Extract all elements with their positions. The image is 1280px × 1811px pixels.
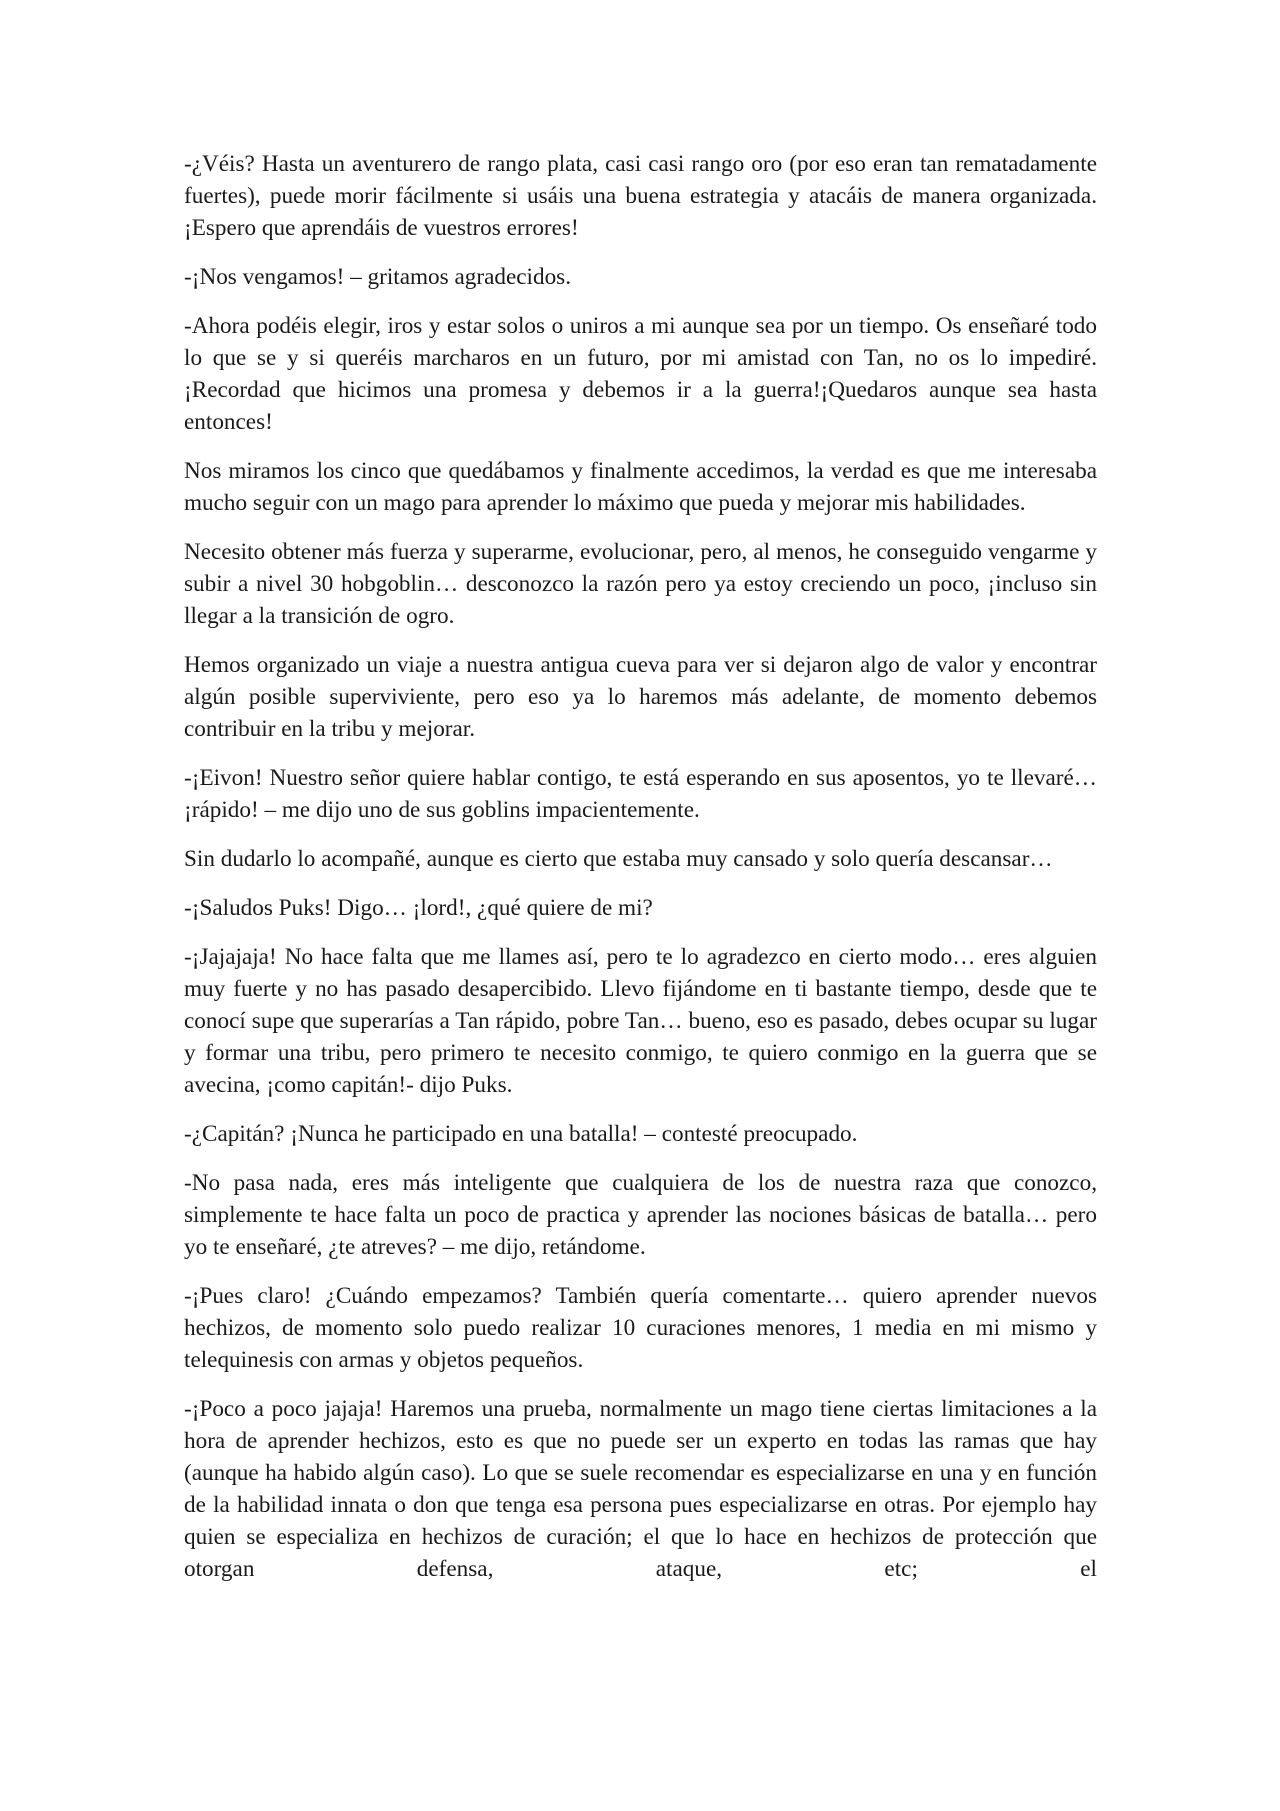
- document-page: [184, 148, 1097, 1585]
- paragraph: -¡Pues claro! ¿Cuándo empezamos? También quería comentarte… quiero aprender nuevos hechizos, de momento solo puedo realizar 10 curaciones menores, 1 media en mi mismo y telequinesis con armas y objetos pequeños.: [184, 1283, 1097, 1373]
- paragraph: -¿Véis? Hasta un aventurero de rango plata, casi casi rango oro (por eso eran tan rematadamente fuertes), puede morir fácilmente si usáis una buena estrategia y atacáis de manera organizada. ¡Espero que aprendáis de vuestros errores!: [184, 151, 1097, 241]
- paragraph: -¡Nos vengamos! – gritamos agradecidos.: [184, 264, 571, 290]
- paragraph: Hemos organizado un viaje a nuestra antigua cueva para ver si dejaron algo de valor y encontrar algún posible superviviente, pero eso ya lo haremos más adelante, de momento debemos contribuir en la tribu y mejorar.: [184, 652, 1097, 742]
- paragraph: -Ahora podéis elegir, iros y estar solos o uniros a mi aunque sea por un tiempo. Os enseñaré todo lo que se y si queréis marcharos en un futuro, por mi amistad con Tan, no os lo impediré. ¡Recordad que hicimos una promesa y debemos ir a la guerra!¡Quedaros aunque sea hasta entonces!: [184, 313, 1097, 435]
- paragraph: Nos miramos los cinco que quedábamos y finalmente accedimos, la verdad es que me interesaba mucho seguir con un mago para aprender lo máximo que pueda y mejorar mis habilidades.: [184, 458, 1097, 516]
- paragraph: -¡Eivon! Nuestro señor quiere hablar contigo, te está esperando en sus aposentos, yo te llevaré… ¡rápido! – me dijo uno de sus goblins impacientemente.: [184, 765, 1097, 823]
- paragraph: -¡Saludos Puks! Digo… ¡lord!, ¿qué quiere de mi?: [184, 895, 653, 921]
- paragraph: -No pasa nada, eres más inteligente que cualquiera de los de nuestra raza que conozco, simplemente te hace falta un poco de practica y aprender las nociones básicas de batalla… pero yo te enseñaré, ¿te atreves? – me dijo, retándome.: [184, 1170, 1097, 1260]
- paragraph: Necesito obtener más fuerza y superarme, evolucionar, pero, al menos, he conseguido vengarme y subir a nivel 30 hobgoblin… desconozco la razón pero ya estoy creciendo un poco, ¡incluso sin llegar a la transición de ogro.: [184, 539, 1097, 629]
- paragraph-continued: -¡Poco a poco jajaja! Haremos una prueba, normalmente un mago tiene ciertas limitaciones a la hora de aprender hechizos, esto es que no puede ser un experto en todas las ramas que hay (aunque ha habido algún caso). Lo que se suele recomendar es especializarse en una y en función de la habilidad innata o don que tenga esa persona pues especializarse en otras. Por ejemplo hay quien se especializa en hechizos de curación; el que lo hace en hechizos de protección que otorgan defensa, ataque, etc; el: [184, 1396, 1097, 1582]
- paragraph: Sin dudarlo lo acompañé, aunque es cierto que estaba muy cansado y solo quería descansar…: [184, 846, 1053, 872]
- paragraph: -¡Jajajaja! No hace falta que me llames así, pero te lo agradezco en cierto modo… eres alguien muy fuerte y no has pasado desapercibido. Llevo fijándome en ti bastante tiempo, desde que te conocí supe que superarías a Tan rápido, pobre Tan… bueno, eso es pasado, debes ocupar su lugar y formar una tribu, pero primero te necesito conmigo, te quiero conmigo en la guerra que se avecina, ¡como capitán!- dijo Puks.: [184, 944, 1097, 1098]
- paragraph: -¿Capitán? ¡Nunca he participado en una batalla! – contesté preocupado.: [184, 1121, 858, 1147]
